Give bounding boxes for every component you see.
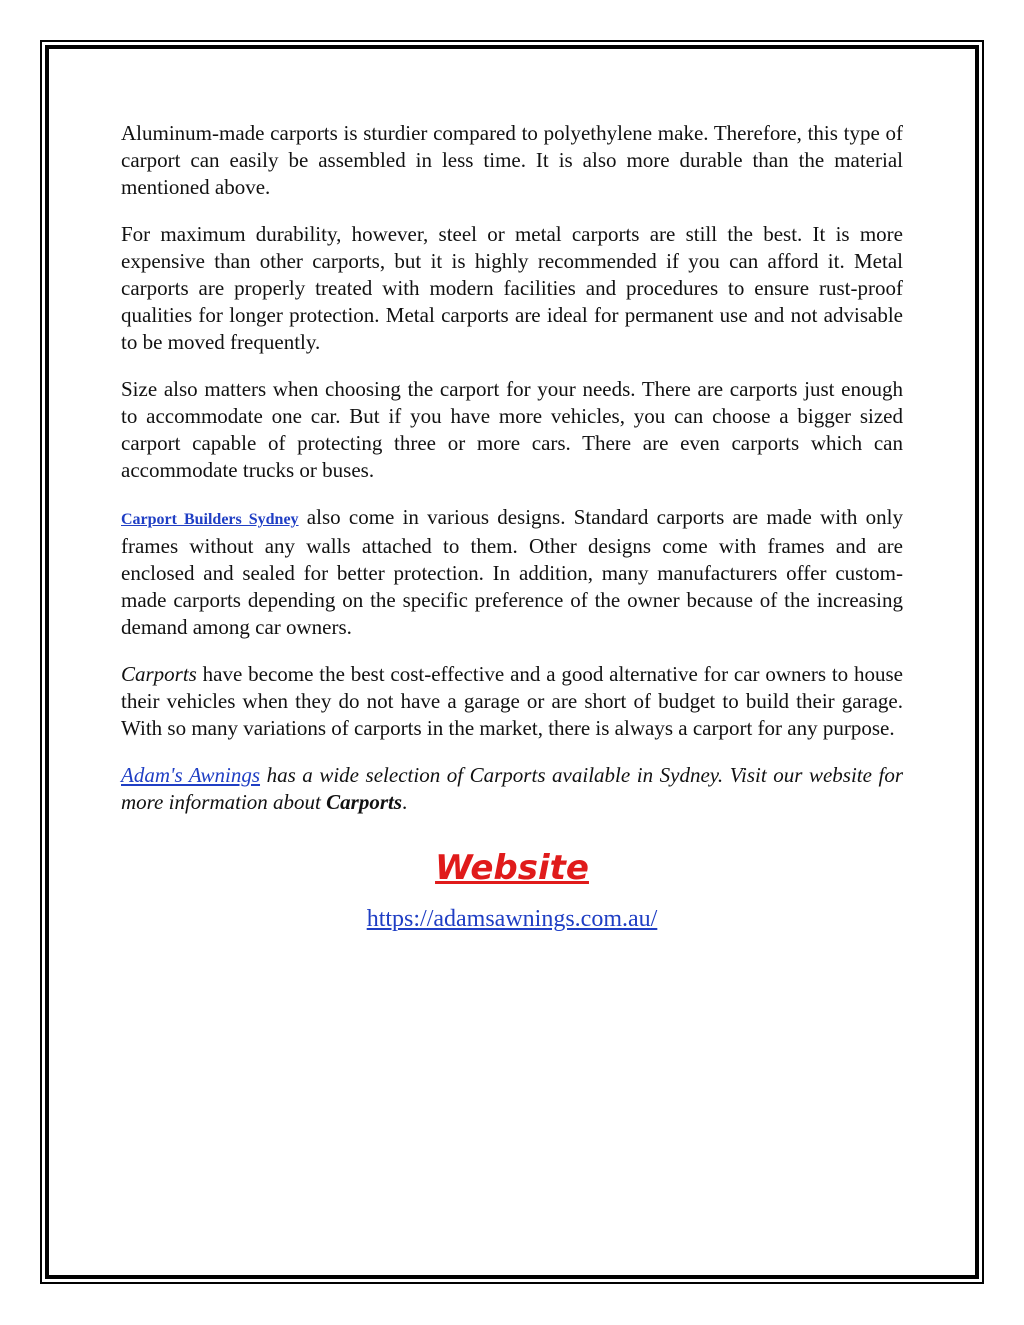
website-heading [121,848,903,888]
adams-awnings-link[interactable]: Adam's Awnings [121,763,261,787]
paragraph-cost-effective-text: have become the best cost-effective and a good alternative for car owners to house their vehicles when they do not have a garage or are short of budget to build their garage. With so many variations of carports in the market, there is always a carport for any purpose. [121,662,903,740]
paragraph-designs-text: also come in various designs. Standard carports are made with only frames without any walls attached to them. Other designs come with frames and are enclosed and sealed for better protection. In addition, many manufacturers offer custom-made carports depending on the specific preference of the owner because of the increasing demand among car owners. [121,505,903,639]
paragraph-cost-effective [121,661,903,742]
document-body [121,120,903,933]
paragraph-designs [121,504,903,641]
carports-emphasis: Carports [121,662,197,686]
carports-bold: Carports [326,790,402,814]
paragraph-durability: For maximum durability, however, steel or metal carports are still the best. It is more expensive than other carports, but it is highly recommended if you can afford it. Metal carports are properly treated with modern facilities and procedures to ensure rust-proof qualities for longer protection. Metal carports are ideal for permanent use and not advisable to be moved frequently. [121,222,903,354]
paragraph-size: Size also matters when choosing the carport for your needs. There are carports just enough to accommodate one car. But if you have more vehicles, you can choose a bigger sized carport capable of protecting three or more cars. There are even carports which can accommodate trucks or buses. [121,377,903,482]
paragraph-adams-awnings [121,762,903,816]
paragraph-adams-awnings-text: has a wide selection of Carports available in Sydney. Visit our website for more information about [121,763,903,814]
paragraph-end-period: . [402,790,408,814]
website-url-container [121,906,903,933]
paragraph-aluminum: Aluminum-made carports is sturdier compared to polyethylene make. Therefore, this type of carport can easily be assembled in less time. It is also more durable than the material mentioned above. [121,121,903,199]
website-url-link[interactable]: https://adamsawnings.com.au/ [366,906,658,932]
website-heading-text: Website [435,848,589,888]
carport-builders-sydney-link[interactable]: Carport Builders Sydney [121,511,299,528]
